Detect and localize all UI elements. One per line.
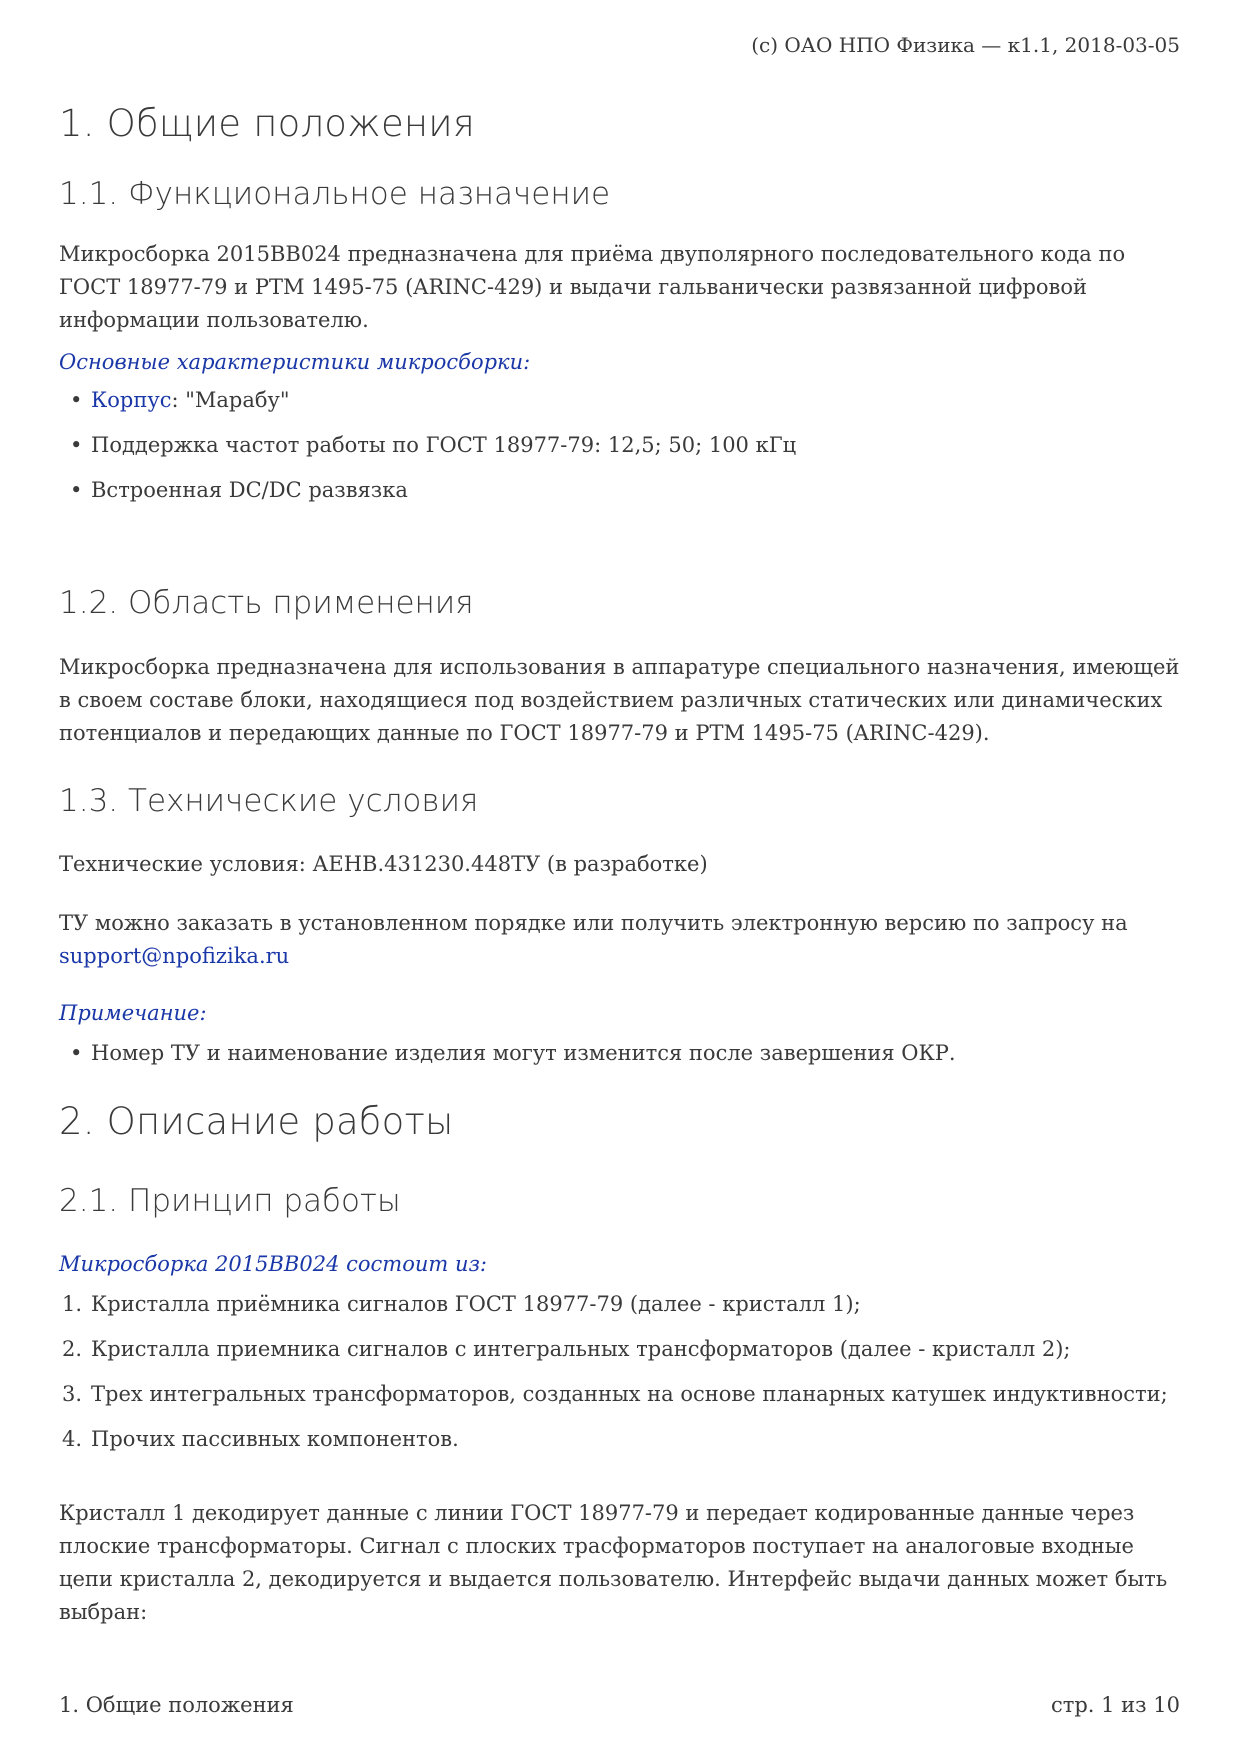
order-text: ТУ можно заказать в установленном порядке или получить электронную версию по запросу на [59, 911, 1128, 935]
support-email-link[interactable]: support@npofizika.ru [59, 944, 290, 968]
list-item: Прочих пассивных компонентов. [91, 1427, 459, 1451]
case-value: : "Марабу" [171, 388, 290, 412]
list-item: Трех интегральных трансформаторов, созданных на основе планарных катушек индуктивности; [91, 1382, 1168, 1406]
bullet-icon: • [70, 433, 83, 457]
list-number: 2. [62, 1337, 83, 1361]
list-item [91, 388, 290, 412]
list-item: Кристалла приёмника сигналов ГОСТ 18977-79 (далее - кристалл 1); [91, 1292, 861, 1316]
subsection-1-1-paragraph: Микросборка 2015ВВ024 предназначена для приёма двуполярного последовательного кода по ГОСТ 18977-79 и РТМ 1495-75 (ARINC-429) и выдачи гальванически развязанной цифровой информации пользователю. [59, 242, 1126, 332]
composition-heading: Микросборка 2015ВВ024 состоит из: [59, 1252, 488, 1276]
section-1-title: 1. Общие положения [59, 102, 475, 145]
list-item: Встроенная DC/DC развязка [91, 478, 408, 502]
subsection-1-1-title: 1.1. Функциональное назначение [59, 176, 611, 212]
subsection-1-2-paragraph: Микросборка предназначена для использования в аппаратуре специального назначения, имеющей в своем составе блоки, находящиеся под воздействием различных статических или динамических потенциалов и передающих данные по ГОСТ 18977-79 и РТМ 1495-75 (ARINC-429). [59, 655, 1180, 745]
tech-conditions-line: Технические условия: АЕНВ.431230.448ТУ (в разработке) [59, 852, 708, 876]
order-paragraph [59, 907, 1189, 973]
list-item: Кристалла приемника сигналов с интегральных трансформаторов (далее - кристалл 2); [91, 1337, 1071, 1361]
list-number: 3. [62, 1382, 83, 1406]
subsection-2-1-title: 2.1. Принцип работы [59, 1183, 401, 1219]
case-link[interactable]: Корпус [91, 388, 172, 412]
subsection-1-2-title: 1.2. Область применения [59, 585, 474, 621]
list-number: 4. [62, 1427, 83, 1451]
subsection-1-3-title: 1.3. Технические условия [59, 783, 479, 819]
list-item: Номер ТУ и наименование изделия могут изменится после завершения ОКР. [91, 1041, 956, 1065]
note-heading: Примечание: [59, 1001, 207, 1025]
footer-section-name: 1. Общие положения [59, 1693, 294, 1717]
header-copyright: (c) ОАО НПО Физика — к1.1, 2018-03-05 [751, 33, 1180, 57]
list-number: 1. [62, 1292, 83, 1316]
section-2-title: 2. Описание работы [59, 1100, 454, 1143]
bullet-icon: • [70, 478, 83, 502]
characteristics-heading: Основные характеристики микросборки: [59, 350, 531, 374]
footer-page-number: стр. 1 из 10 [1050, 1693, 1180, 1717]
list-item: Поддержка частот работы по ГОСТ 18977-79: 12,5; 50; 100 кГц [91, 433, 797, 457]
bullet-icon: • [70, 1041, 83, 1065]
bullet-icon: • [70, 388, 83, 412]
subsection-2-1-paragraph: Кристалл 1 декодирует данные с линии ГОСТ 18977-79 и передает кодированные данные через плоские трансформаторы. Сигнал с плоских трасформаторов поступает на аналоговые входные цепи кристалла 2, декодируется и выдается пользователю. Интерфейс выдачи данных может быть выбран: [59, 1501, 1168, 1624]
